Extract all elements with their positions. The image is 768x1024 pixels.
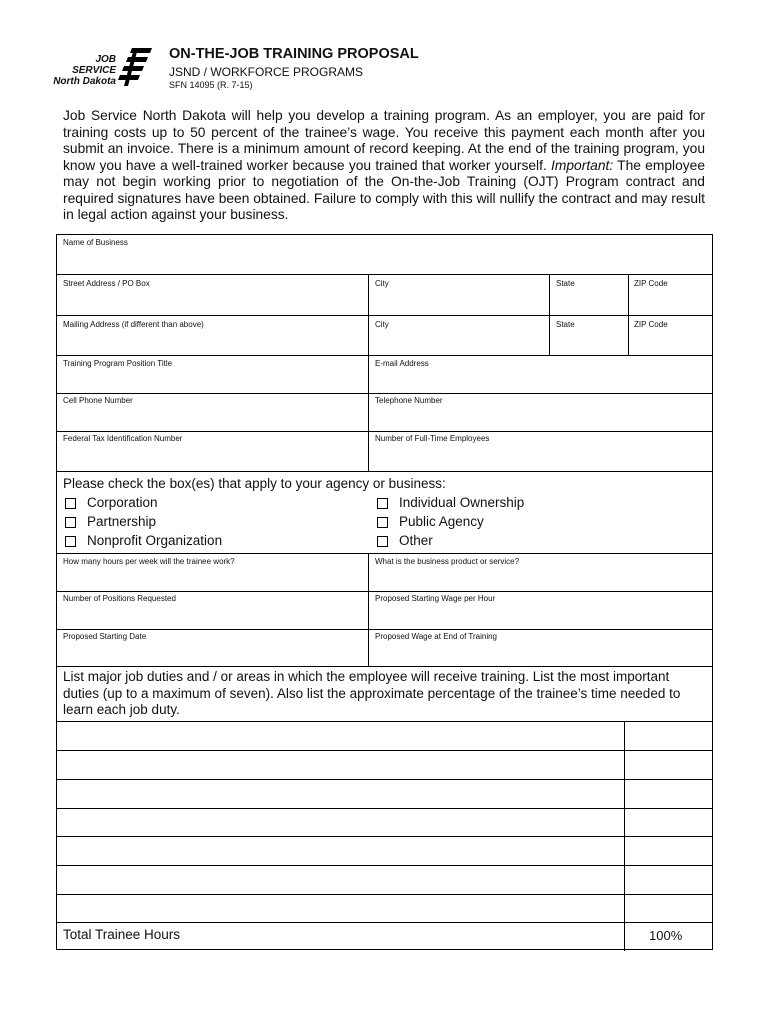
positions-requested-label: Number of Positions Requested xyxy=(63,594,176,603)
row-divider xyxy=(57,471,712,472)
duty-percent-field[interactable] xyxy=(625,722,712,750)
duty-field[interactable] xyxy=(58,780,623,808)
proposal-form xyxy=(56,234,713,950)
hours-per-week-label: How many hours per week will the trainee work? xyxy=(63,557,235,566)
duty-percent-field[interactable] xyxy=(625,895,712,922)
corporation-label: Corporation xyxy=(87,495,158,510)
duty-field[interactable] xyxy=(58,751,623,779)
duty-field[interactable] xyxy=(58,809,623,836)
form-number: SFN 14095 (R. 7-15) xyxy=(169,80,253,90)
duty-field[interactable] xyxy=(58,895,623,922)
duty-field[interactable] xyxy=(58,866,623,894)
logo-text-job: JOB xyxy=(95,54,116,65)
mailing-city-label: City xyxy=(375,320,389,329)
full-time-employees-label: Number of Full-Time Employees xyxy=(375,434,490,443)
form-title: ON-THE-JOB TRAINING PROPOSAL xyxy=(169,46,419,62)
total-percent: 100% xyxy=(649,928,683,943)
duty-field[interactable] xyxy=(58,837,623,865)
duty-percent-field[interactable] xyxy=(625,866,712,894)
partnership-checkbox[interactable] xyxy=(65,517,76,528)
row-divider xyxy=(57,431,712,432)
mailing-zip-label: ZIP Code xyxy=(634,320,668,329)
important-label: Important: xyxy=(551,157,614,173)
column-divider xyxy=(368,553,369,666)
mailing-state-label: State xyxy=(556,320,575,329)
duties-instructions: List major job duties and / or areas in which the employee will receive training. List the most important duties (up to a maximum of seven). Also list the approximate percentage of the trainee’s time needed to learn each job duty. xyxy=(63,669,681,717)
cell-phone-label: Cell Phone Number xyxy=(63,396,133,405)
partnership-label: Partnership xyxy=(87,514,157,529)
individual-ownership-checkbox[interactable] xyxy=(377,498,388,509)
nonprofit-label: Nonprofit Organization xyxy=(87,533,223,548)
corporation-checkbox[interactable] xyxy=(65,498,76,509)
intro-text-before: Job Service North Dakota will help you develop a training program. As an employer, you are paid for training costs up to 50 percent of the trainee’s wage. You receive this payment each month after you submit an invoice. There is a minimum amount of record keeping. At the end of the training program, you know you have a well-trained worker because you trained that worker yourself. xyxy=(63,108,705,173)
email-label: E-mail Address xyxy=(375,359,429,368)
other-checkbox[interactable] xyxy=(377,536,388,547)
end-wage-label: Proposed Wage at End of Training xyxy=(375,632,497,641)
duty-percent-field[interactable] xyxy=(625,837,712,865)
intro-paragraph xyxy=(63,108,705,224)
logo-stripes-icon xyxy=(118,46,154,88)
row-divider xyxy=(57,666,712,667)
position-title-label: Training Program Position Title xyxy=(63,359,173,368)
row-divider xyxy=(57,629,712,630)
business-type-prompt: Please check the box(es) that apply to your agency or business: xyxy=(63,476,446,491)
other-label: Other xyxy=(399,533,433,548)
name-of-business-label: Name of Business xyxy=(63,238,128,247)
row-divider xyxy=(57,393,712,394)
intro-text-after: The employee may not begin working prior to negotiation of the On-the-Job Training (OJT) Program contract and required signatures have been obtained. Failure to comply with this will nullify the contract and may result in legal action against your business. xyxy=(63,157,706,222)
nonprofit-checkbox[interactable] xyxy=(65,536,76,547)
street-address-label: Street Address / PO Box xyxy=(63,279,150,288)
individual-ownership-label: Individual Ownership xyxy=(399,495,525,510)
duty-percent-field[interactable] xyxy=(625,809,712,836)
duty-percent-field[interactable] xyxy=(625,780,712,808)
zip-label: ZIP Code xyxy=(634,279,668,288)
logo-text-service: SERVICE xyxy=(72,65,116,76)
federal-tax-id-label: Federal Tax Identification Number xyxy=(63,434,183,443)
column-divider xyxy=(549,274,550,355)
duty-field[interactable] xyxy=(58,722,623,750)
form-subtitle: JSND / WORKFORCE PROGRAMS xyxy=(169,65,364,79)
mailing-address-label: Mailing Address (if different than above) xyxy=(63,320,204,329)
column-divider xyxy=(628,274,629,355)
row-divider xyxy=(57,274,712,275)
row-divider xyxy=(57,315,712,316)
row-divider xyxy=(57,553,712,554)
logo-text-north-dakota: North Dakota xyxy=(53,76,116,87)
job-service-logo xyxy=(53,46,156,90)
row-divider xyxy=(57,922,712,923)
starting-wage-label: Proposed Starting Wage per Hour xyxy=(375,594,496,603)
state-label: State xyxy=(556,279,575,288)
row-divider xyxy=(57,591,712,592)
total-trainee-hours-label: Total Trainee Hours xyxy=(63,927,181,942)
product-or-service-label: What is the business product or service? xyxy=(375,557,520,566)
starting-date-label: Proposed Starting Date xyxy=(63,632,147,641)
city-label: City xyxy=(375,279,389,288)
public-agency-label: Public Agency xyxy=(399,514,484,529)
column-divider xyxy=(368,274,369,471)
public-agency-checkbox[interactable] xyxy=(377,517,388,528)
telephone-label: Telephone Number xyxy=(375,396,443,405)
duty-percent-field[interactable] xyxy=(625,751,712,779)
row-divider xyxy=(57,355,712,356)
